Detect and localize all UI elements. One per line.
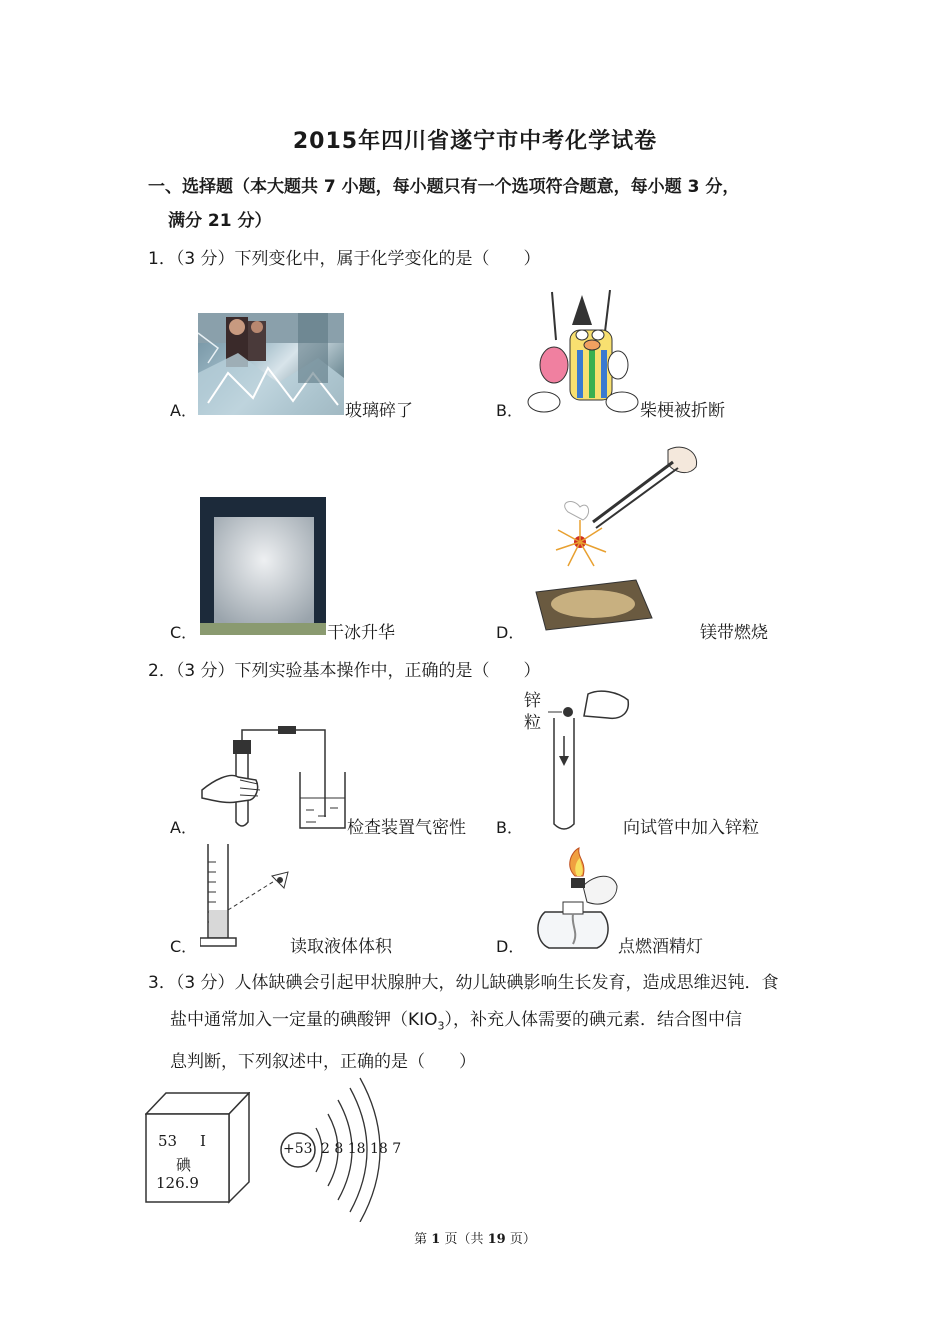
- element-name: 碘: [176, 1156, 192, 1174]
- element-atomic-number: 53: [158, 1132, 178, 1150]
- broken-glass-photo: [198, 313, 344, 415]
- q2-option-d-caption: 点燃酒精灯: [618, 937, 703, 957]
- q1-option-b-caption: 柴梗被折断: [640, 401, 725, 421]
- dry-ice-photo: [200, 497, 326, 635]
- zinc-test-tube-illustration: [548, 688, 633, 834]
- q1-option-a-letter[interactable]: A．: [170, 401, 197, 420]
- element-atomic-mass: 126.9: [156, 1174, 199, 1192]
- q1-option-c-letter[interactable]: C．: [170, 623, 198, 642]
- atom-nucleus-charge: +53: [283, 1141, 313, 1157]
- airtightness-check-illustration: [200, 722, 348, 832]
- q2-option-d-letter[interactable]: D．: [496, 937, 525, 956]
- q1-option-d-letter[interactable]: D．: [496, 623, 525, 642]
- element-symbol: I: [200, 1132, 206, 1150]
- section-heading-line2: 满分 21 分）: [168, 211, 272, 231]
- q1-option-a-caption: 玻璃碎了: [345, 401, 413, 421]
- match-cartoon-illustration: [522, 290, 640, 415]
- q2-option-c-caption: 读取液体体积: [290, 937, 392, 957]
- alcohol-lamp-illustration: [525, 846, 620, 952]
- q2-option-b-caption: 向试管中加入锌粒: [623, 818, 759, 838]
- atom-shell-electrons: 2 8 18 18 7: [321, 1141, 402, 1157]
- q2-option-b-letter[interactable]: B．: [496, 818, 523, 837]
- question-3-line1: 3．（3 分）人体缺碘会引起甲状腺肿大，幼儿缺碘影响生长发育，造成思维迟钝．食: [148, 973, 779, 993]
- q2-option-c-letter[interactable]: C．: [170, 937, 198, 956]
- page-title: 2015年四川省遂宁市中考化学试卷: [292, 129, 658, 154]
- section-heading: [148, 170, 818, 238]
- zinc-granule-label: 锌粒: [524, 691, 541, 733]
- q1-option-c-caption: 干冰升华: [327, 623, 395, 643]
- page-footer: 第 1 页（共 19 页）: [414, 1232, 536, 1247]
- q2-option-a-letter[interactable]: A．: [170, 818, 197, 837]
- magnesium-burning-illustration: [528, 442, 703, 632]
- graduated-cylinder-illustration: [200, 842, 292, 950]
- question-2-stem: 2．（3 分）下列实验基本操作中，正确的是（ ）: [148, 661, 541, 681]
- question-1-stem: 1．（3 分）下列变化中，属于化学变化的是（ ）: [148, 249, 541, 269]
- q2-option-a-caption: 检查装置气密性: [347, 818, 466, 838]
- section-heading-line1: 一、选择题（本大题共 7 小题，每小题只有一个选项符合题意，每小题 3 分，: [148, 177, 740, 197]
- q1-option-d-caption: 镁带燃烧: [700, 623, 768, 643]
- q1-option-b-letter[interactable]: B．: [496, 401, 523, 420]
- question-3-line2: 盐中通常加入一定量的碘酸钾$(KIO_3)$，补充人体需要的碘元素．结合图中信: [170, 1010, 743, 1033]
- question-3-stem: [148, 965, 818, 1081]
- question-3-line3: 息判断，下列叙述中，正确的是（ ）: [170, 1052, 476, 1073]
